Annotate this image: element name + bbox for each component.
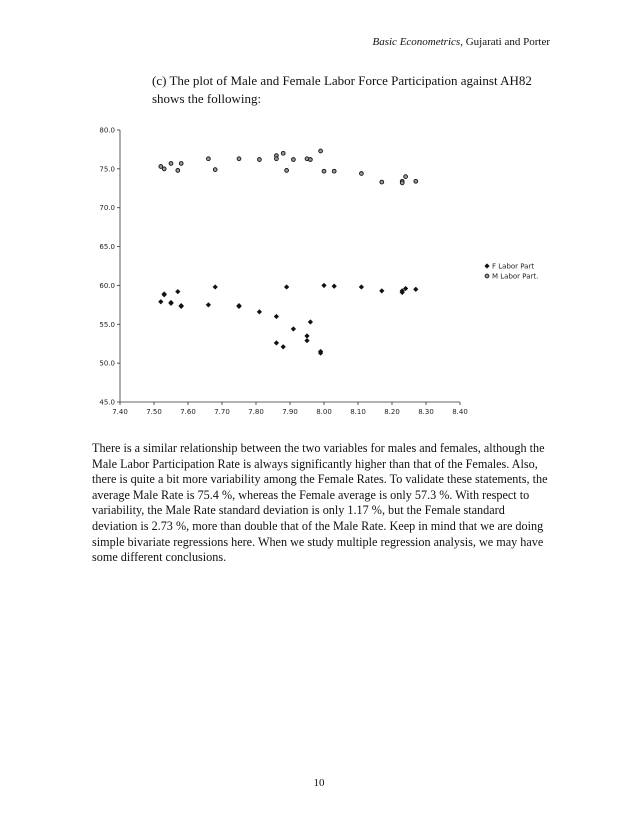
- female-data-point: [332, 284, 337, 289]
- female-data-point: [379, 288, 384, 293]
- male-data-point: [319, 149, 323, 153]
- x-tick-label: 8.10: [350, 408, 366, 416]
- female-data-point: [413, 287, 418, 292]
- y-tick-label: 50.0: [99, 359, 115, 368]
- y-tick-label: 55.0: [99, 320, 115, 329]
- male-data-point: [380, 180, 384, 184]
- y-tick-label: 60.0: [99, 281, 115, 290]
- x-tick-label: 8.00: [316, 408, 332, 416]
- intro-paragraph: [152, 72, 552, 108]
- male-data-point: [237, 157, 241, 161]
- female-data-point: [257, 309, 262, 314]
- female-data-point: [284, 285, 289, 290]
- male-data-point: [213, 168, 217, 172]
- running-header: [373, 36, 551, 48]
- female-data-point: [175, 289, 180, 294]
- male-data-point: [404, 175, 408, 179]
- x-tick-label: 7.80: [248, 408, 264, 416]
- x-tick-label: 7.70: [214, 408, 230, 416]
- x-tick-label: 7.60: [180, 408, 196, 416]
- y-tick-label: 65.0: [99, 243, 115, 252]
- legend-label-1: M Labor Part.: [492, 272, 539, 281]
- male-data-point: [400, 181, 404, 185]
- female-data-point: [359, 285, 364, 290]
- male-data-point: [207, 157, 211, 161]
- male-data-point: [258, 158, 262, 162]
- discussion-text: There is a similar relationship between the two variables for males and females, although the Male Labor Participation Rate is always significantly higher than that of the Females. Also, there is quite a bit more variability among the Female Rates. To validate these statements, the average Male Rate is 75.4 %, whereas the Female average is only 57.3 %. With respect to variability, the Male Rate standard deviation is only 1.17 %, but the Female standard deviation is 2.73 %, more than double that of the Male Rate. Keep in mind that we are doing simple bivariate regressions here. When we study multiple regression analysis, we may have some different conclusions.: [92, 441, 548, 565]
- chart-legend: [485, 263, 539, 281]
- x-tick-label: 7.40: [112, 408, 128, 416]
- page-number: 10: [313, 777, 325, 789]
- scatter-chart: [88, 120, 558, 420]
- male-data-point: [414, 179, 418, 183]
- male-data-point: [309, 158, 313, 162]
- female-data-point: [274, 314, 279, 319]
- female-data-point: [213, 285, 218, 290]
- y-tick-label: 45.0: [99, 398, 115, 407]
- x-tick-label: 8.40: [452, 408, 468, 416]
- female-data-point: [281, 344, 286, 349]
- legend-marker-1: [485, 274, 489, 278]
- y-tick-label: 75.0: [99, 165, 115, 174]
- female-data-point: [274, 341, 279, 346]
- book-authors: , Gujarati and Porter: [460, 36, 550, 48]
- female-data-point: [206, 302, 211, 307]
- male-data-point: [322, 169, 326, 173]
- male-data-point: [281, 151, 285, 155]
- male-data-point: [285, 169, 289, 173]
- male-data-point: [179, 162, 183, 166]
- legend-marker-0: [485, 264, 490, 269]
- male-data-point: [360, 172, 364, 176]
- female-data-point: [291, 327, 296, 332]
- x-tick-label: 7.50: [146, 408, 162, 416]
- x-tick-label: 7.90: [282, 408, 298, 416]
- male-data-point: [332, 169, 336, 173]
- y-tick-label: 80.0: [99, 126, 115, 135]
- x-tick-labels: [112, 408, 468, 416]
- legend-label-0: F Labor Part: [492, 262, 535, 271]
- male-data-point: [169, 162, 173, 166]
- male-data-point: [162, 167, 166, 171]
- x-tick-label: 8.20: [384, 408, 400, 416]
- female-data-point: [322, 283, 327, 288]
- female-data-point: [305, 334, 310, 339]
- data-points: [158, 149, 418, 355]
- y-tick-labels: [99, 127, 115, 407]
- intro-text: (c) The plot of Male and Female Labor Force Participation against AH82 shows the following:: [152, 73, 532, 106]
- y-tick-label: 70.0: [99, 204, 115, 213]
- female-data-point: [158, 299, 163, 304]
- female-data-point: [305, 338, 310, 343]
- male-data-point: [292, 158, 296, 162]
- book-title: Basic Econometrics: [372, 36, 461, 48]
- male-data-point: [176, 169, 180, 173]
- male-data-point: [275, 157, 279, 161]
- female-data-point: [308, 320, 313, 325]
- discussion-paragraph: [92, 441, 552, 566]
- x-tick-label: 8.30: [418, 408, 434, 416]
